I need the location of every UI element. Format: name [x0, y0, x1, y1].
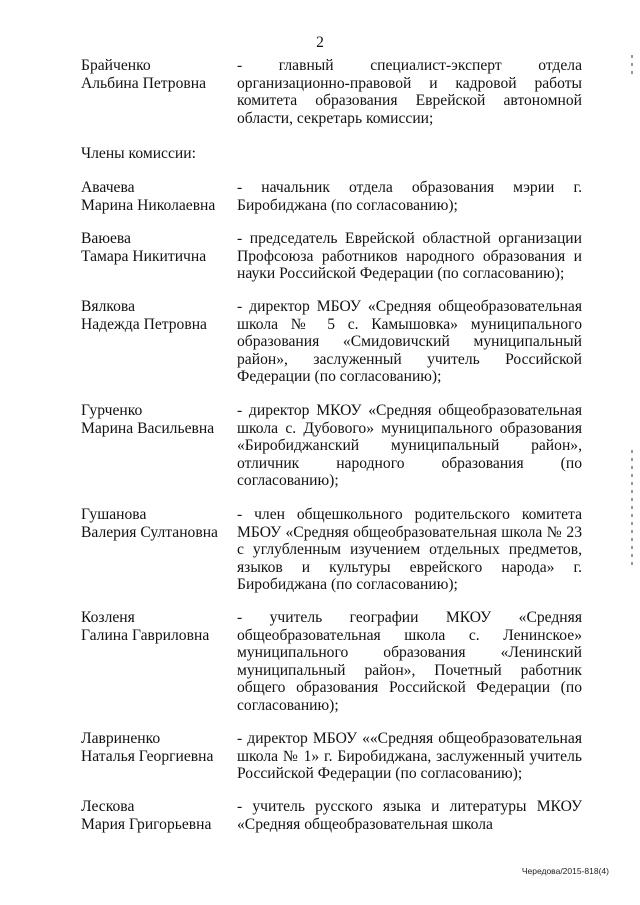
person-given-name: Валерия Султановна: [81, 523, 218, 541]
person-surname: Лавриненко: [81, 730, 161, 747]
person-surname: Вялкова: [81, 298, 136, 315]
person-surname: Ваюева: [81, 230, 131, 247]
person-name: [81, 506, 231, 541]
person-surname: Лескова: [81, 798, 135, 815]
person-given-name: Надежда Петровна: [81, 315, 207, 333]
page-number: 2: [316, 34, 324, 51]
person-given-name: Тамара Никитична: [81, 247, 207, 265]
scan-edge-mark: [631, 450, 633, 570]
person-surname: Авачева: [81, 179, 135, 196]
person-given-name: Галина Гавриловна: [81, 626, 210, 644]
person-name: [81, 298, 231, 333]
person-given-name: Альбина Петровна: [81, 74, 207, 92]
person-role: - директор МБОУ «Средняя общеобразовательная школа № 5 с. Камышовка» муниципального образования «Смидовичский муниципальный район», заслуженный учитель Российской Федерации (по согласованию);: [237, 298, 582, 386]
person-given-name: Мария Григорьевна: [81, 815, 212, 833]
person-name: [81, 230, 231, 265]
person-name: [81, 730, 231, 765]
person-name: [81, 179, 231, 214]
members-label: Члены комиссии:: [81, 145, 196, 162]
person-role: - председатель Еврейской областной организации Профсоюза работников народного образования и науки Российской Федерации (по согласованию);: [237, 230, 582, 283]
person-name: [81, 798, 231, 833]
person-role: - начальник отдела образования мэрии г. Биробиджана (по согласованию);: [237, 179, 582, 214]
person-role: - учитель русского языка и литературы МКОУ «Средняя общеобразовательная школа: [237, 798, 582, 833]
person-surname: Гурченко: [81, 402, 143, 419]
person-name: [81, 402, 231, 437]
person-role: - член общешкольного родительского комитета МБОУ «Средняя общеобразовательная школа № 23 с углубленным изучением отдельных предметов, языков и культуры еврейского народа» г. Биробиджана (по согласованию);: [237, 506, 582, 594]
person-role: - директор МБОУ ««Средняя общеобразовательная школа № 1» г. Биробиджана, заслуженный учитель Российской Федерации (по согласованию);: [237, 730, 582, 783]
person-role: - директор МКОУ «Средняя общеобразовательная школа с. Дубового» муниципального образования «Биробиджанский муниципальный район», отличник народного образования (по согласованию);: [237, 402, 582, 490]
person-given-name: Марина Васильевна: [81, 419, 215, 437]
scan-edge-mark: [631, 55, 633, 75]
person-surname: Козленя: [81, 609, 135, 626]
person-surname: Гушанова: [81, 506, 147, 523]
person-name: [81, 609, 231, 644]
person-role: - учитель географии МКОУ «Средняя общеобразовательная школа с. Ленинское» муниципального образования «Ленинский муниципальный район», Почетный работник общего образования Российской Федерации (по согласованию);: [237, 609, 582, 714]
person-surname: Брайченко: [81, 57, 151, 74]
person-given-name: Марина Николаевна: [81, 196, 216, 214]
person-given-name: Наталья Георгиевна: [81, 747, 214, 765]
person-role: - главный специалист-эксперт отдела организационно-правовой и кадровой работы комитета образования Еврейской автономной области, секретарь комиссии;: [237, 57, 582, 127]
document-code: Чередова/2015-818(4): [521, 866, 609, 876]
person-name: [81, 57, 231, 92]
